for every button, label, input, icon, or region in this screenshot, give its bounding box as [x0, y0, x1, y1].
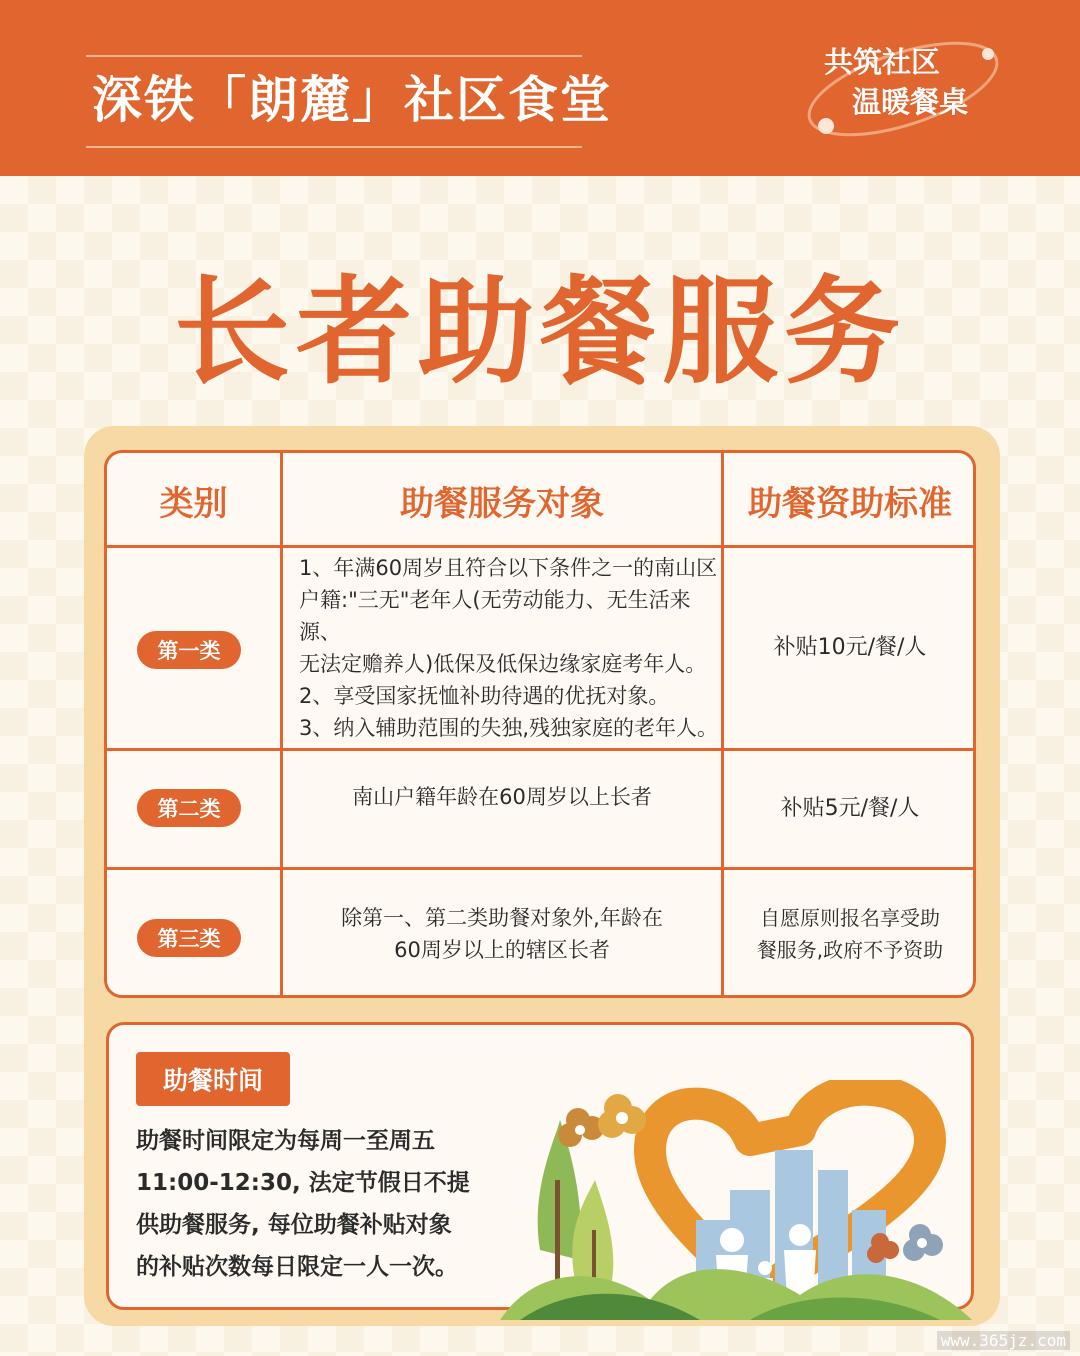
standard-line: 自愿原则报名享受助 — [759, 906, 940, 930]
meal-time-line: 助餐时间限定为每周一至周五 — [136, 1128, 435, 1154]
category-badge: 第三类 — [137, 919, 241, 957]
target-line: 2、享受国家抚恤补助待遇的优抚对象。 — [299, 684, 670, 708]
row3-targets — [283, 870, 721, 998]
header-category: 类别 — [159, 483, 228, 524]
watermark: www.365jz.com — [937, 1331, 1070, 1350]
row2-standard — [724, 751, 976, 867]
header-divider-bottom — [86, 146, 582, 148]
slogan-line-1: 共筑社区 — [824, 45, 941, 79]
row3-standard — [724, 870, 976, 998]
target-line: 60周岁以上的辖区长者 — [394, 938, 610, 962]
target-line: 户籍:"三无"老年人(无劳动能力、无生活来源、 — [299, 588, 691, 644]
standard-line: 补贴10元/餐/人 — [773, 635, 927, 660]
meal-time-line: 供助餐服务, 每位助餐补贴对象 — [136, 1212, 452, 1238]
target-line: 3、纳入辅助范围的失独,残独家庭的老年人。 — [299, 716, 719, 740]
header-standard: 助餐资助标准 — [748, 483, 952, 524]
meal-time-label: 助餐时间 — [136, 1052, 290, 1106]
meal-time-line: 的补贴次数每日限定一人一次。 — [136, 1254, 458, 1280]
target-line: 1、年满60周岁且符合以下条件之一的南山区 — [299, 556, 718, 580]
service-table — [104, 450, 976, 998]
target-line: 南山户籍年龄在60周岁以上长者 — [352, 785, 652, 809]
slogan-line-2: 温暖餐桌 — [852, 85, 969, 119]
header-divider-top — [86, 55, 582, 57]
header-banner — [0, 0, 1080, 176]
row1-targets — [299, 548, 719, 748]
canteen-title: 深铁「朗麓」社区食堂 — [92, 71, 612, 129]
meal-time-text — [136, 1120, 496, 1288]
row1-standard — [724, 548, 976, 748]
target-line: 除第一、第二类助餐对象外,年龄在 — [341, 906, 663, 930]
page-title: 长者助餐服务 — [174, 265, 906, 400]
category-badge: 第一类 — [137, 631, 241, 669]
row2-targets — [283, 751, 721, 867]
target-line: 无法定赡养人)低保及低保边缘家庭考年人。 — [299, 652, 707, 676]
standard-line: 补贴5元/餐/人 — [780, 796, 920, 821]
meal-time-line: 11:00-12:30, 法定节假日不提 — [136, 1170, 470, 1196]
category-badge: 第二类 — [137, 789, 241, 827]
slogan — [820, 42, 1020, 122]
city-heart-illustration — [500, 1080, 972, 1320]
header-targets: 助餐服务对象 — [400, 483, 604, 524]
standard-line: 餐服务,政府不予资助 — [756, 938, 944, 962]
